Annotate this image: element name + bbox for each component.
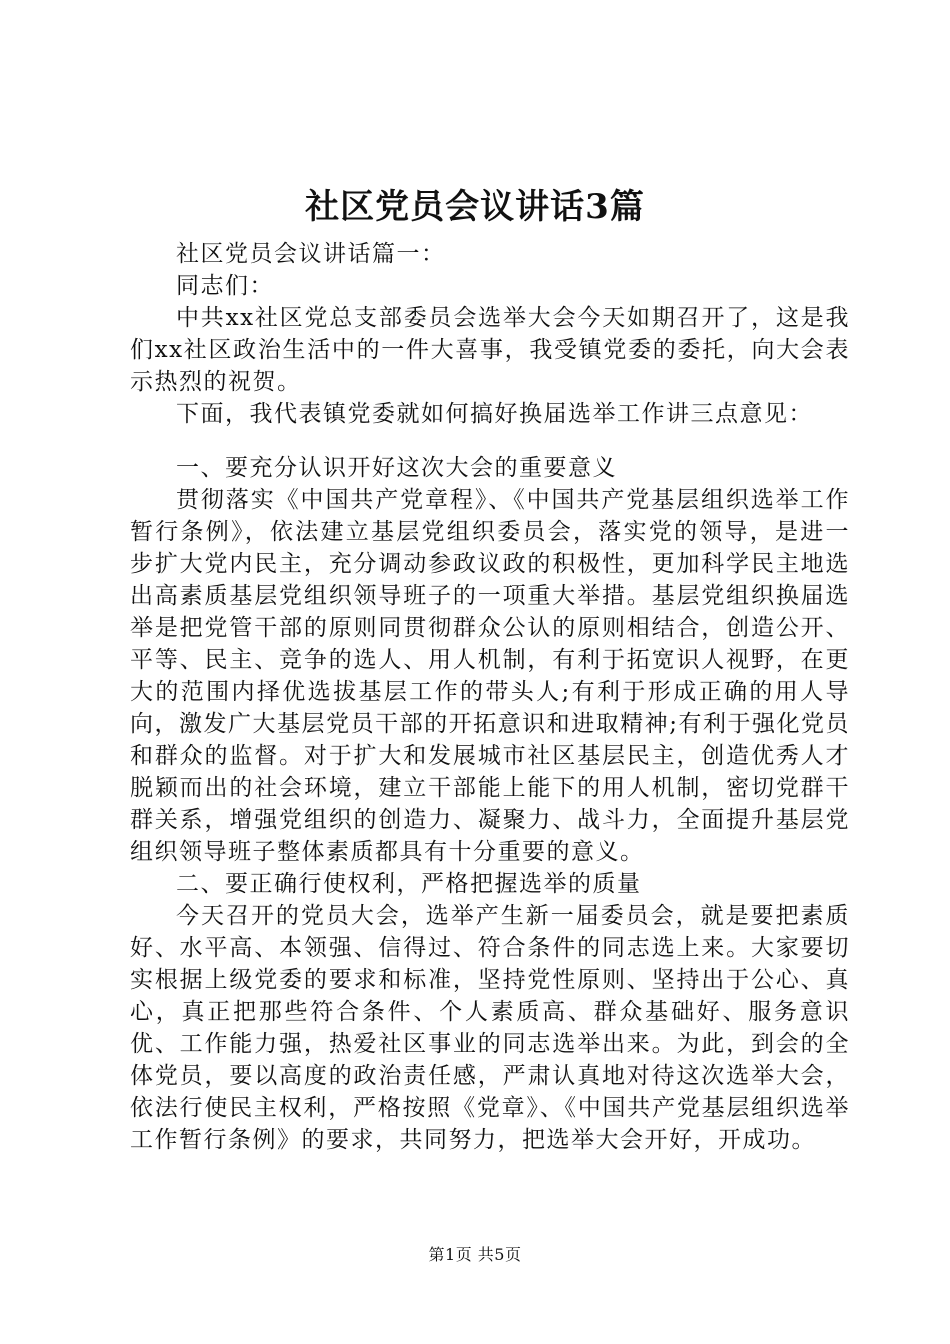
document-title: 社区党员会议讲话3篇 xyxy=(305,187,645,227)
opening-paragraph: 中共xx社区党总支部委员会选举大会今天如期召开了，这是我们xx社区政治生活中的一件大喜事，我受镇党委的委托，向大会表示热烈的祝贺。 xyxy=(130,305,850,395)
point-one-heading: 一、要充分认识开好这次大会的重要意义 xyxy=(176,455,617,481)
document-body xyxy=(130,238,850,1156)
point-one-paragraph: 贯彻落实《中国共产党章程》、《中国共产党基层组织选举工作暂行条例》，依法建立基层党组织委员会，落实党的领导，是进一步扩大党内民主，充分调动参政议政的积极性，更加科学民主地选出高素质基层党组织领导班子的一项重大举措。基层党组织换届选举是把党管干部的原则同贯彻群众公认的原则相结合，创造公开、平等、民主、竞争的选人、用人机制，有利于拓宽识人视野，在更大的范围内择优选拔基层工作的带头人;有利于形成正确的用人导向，激发广大基层党员干部的开拓意识和进取精神;有利于强化党员和群众的监督。对于扩大和发展城市社区基层民主，创造优秀人才脱颖而出的社会环境，建立干部能上能下的用人机制，密切党群干群关系，增强党组织的创造力、凝聚力、战斗力，全面提升基层党组织领导班子整体素质都具有十分重要的意义。 xyxy=(130,487,850,865)
point-two-heading: 二、要正确行使权利，严格把握选举的质量 xyxy=(176,871,642,897)
section-heading-part-one: 社区党员会议讲话篇一： xyxy=(176,241,446,267)
point-two-paragraph: 今天召开的党员大会，选举产生新一届委员会，就是要把素质好、水平高、本领强、信得过、符合条件的同志选上来。大家要切实根据上级党委的要求和标准，坚持党性原则、坚持出于公心、真心，真正把那些符合条件、个人素质高、群众基础好、服务意识优、工作能力强，热爱社区事业的同志选举出来。为此，到会的全体党员，要以高度的政治责任感，严肃认真地对待这次选举大会，依法行使民主权利，严格按照《党章》、《中国共产党基层组织选举工作暂行条例》的要求，共同努力，把选举大会开好，开成功。 xyxy=(130,903,850,1153)
page-footer: 第1页 共5页 xyxy=(428,1245,522,1264)
salutation: 同志们： xyxy=(176,273,274,299)
intro-paragraph: 下面，我代表镇党委就如何搞好换届选举工作讲三点意见： xyxy=(176,401,813,427)
